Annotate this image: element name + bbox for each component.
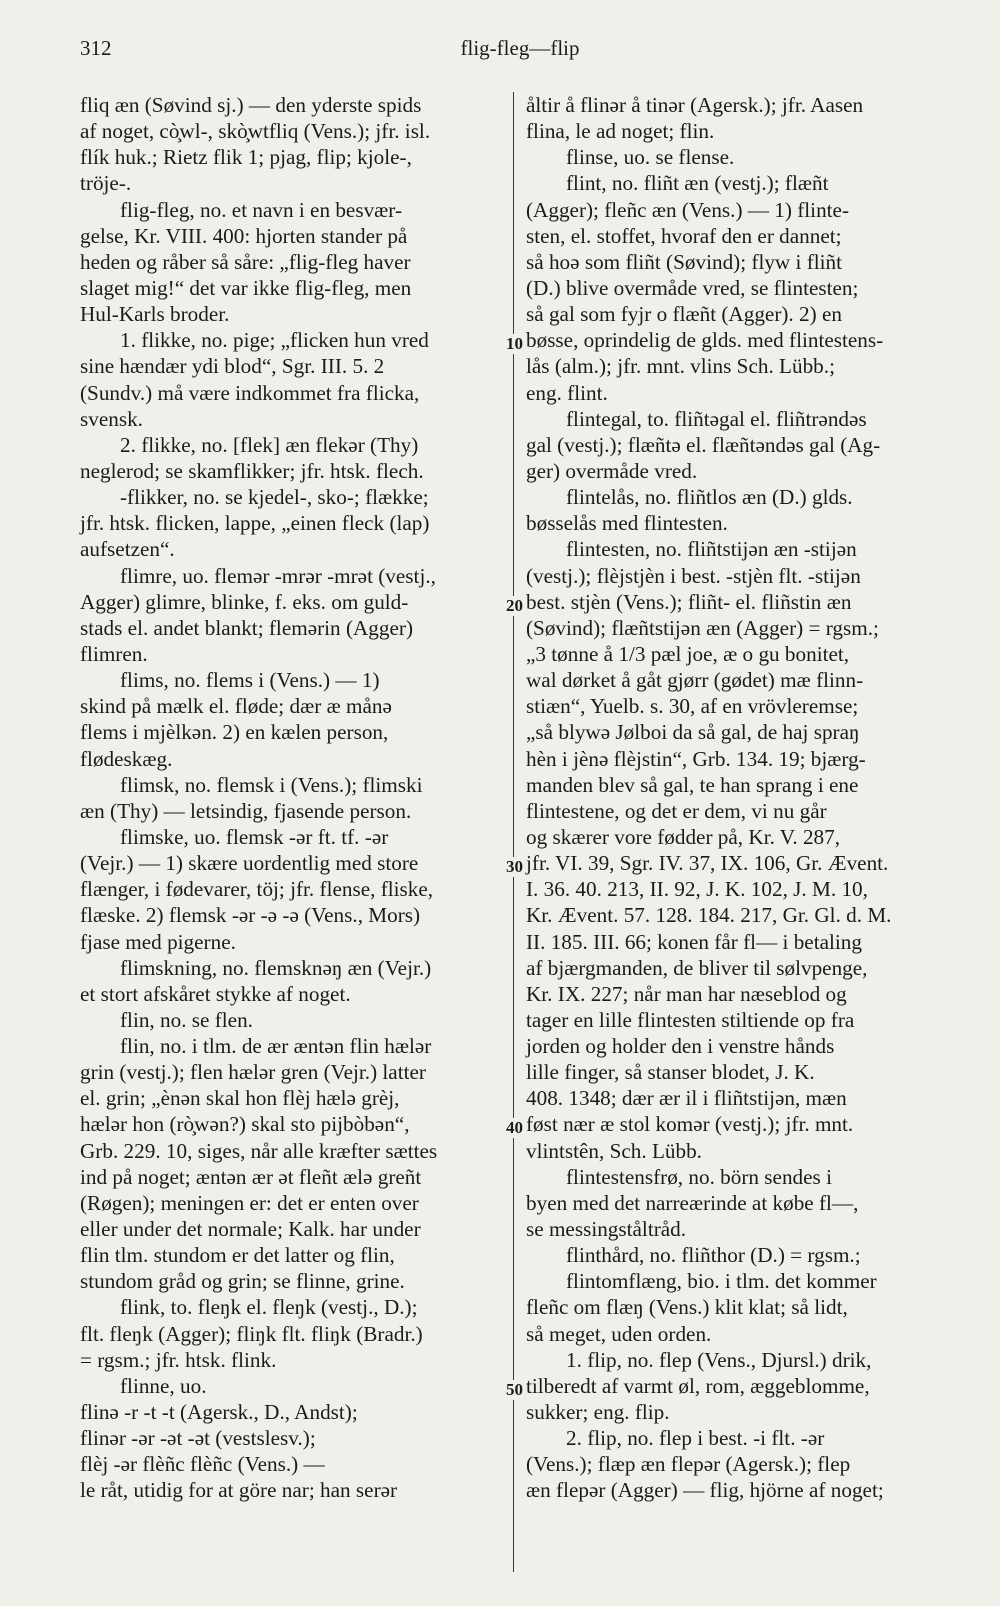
margin-line-number: 50: [506, 1380, 523, 1399]
text-line: manden blev så gal, te han sprang i ene: [526, 772, 859, 797]
text-line: flinər -ər -ət -ət (vestslesv.);: [80, 1426, 316, 1451]
text-line: tröje-.: [80, 171, 132, 196]
text-line: Kr. Ævent. 57. 128. 184. 217, Gr. Gl. d. M.: [526, 903, 892, 928]
text-line: sukker; eng. flip.: [526, 1400, 670, 1425]
text-line: flin tlm. stundom er det latter og flin,: [80, 1243, 395, 1268]
text-line: fjase med pigerne.: [80, 929, 236, 954]
text-line: flinse, uo. se flense.: [566, 145, 735, 170]
text-line: flimskning, no. flemsknəŋ æn (Vejr.): [120, 955, 432, 980]
text-line: æn (Thy) — letsindig, fjasende person.: [80, 798, 412, 823]
text-line: så gal som fyjr o flæñt (Agger). 2) en: [526, 302, 842, 327]
page-number: 312: [80, 36, 112, 60]
text-line: wal dørket å gåt gjørr (gødet) mæ flinn-: [526, 668, 864, 693]
text-line: I. 36. 40. 213, II. 92, J. K. 102, J. M. 10,: [526, 877, 868, 902]
text-line: hælər hon (rò̧wən?) skal sto pijbòbən“,: [80, 1112, 410, 1137]
text-line: (Røgen); meningen er: det er enten over: [80, 1190, 419, 1215]
text-line: 1. flikke, no. pige; „flicken hun vred: [120, 328, 429, 353]
text-line: el. grin; „ènən skal hon flèj hælə grèj,: [80, 1086, 400, 1111]
text-line: så hoə som fliñt (Søvind); flyw i fliñt: [526, 249, 843, 274]
text-line: byen med det narreærinde at købe fl—,: [526, 1190, 859, 1215]
text-line: flt. fleŋk (Agger); fliŋk flt. fliŋk (Bradr.): [80, 1321, 423, 1346]
text-line: flík huk.; Rietz flik 1; pjag, flip; kjole-,: [80, 145, 412, 170]
text-line: jorden og holder den i venstre hånds: [526, 1034, 835, 1059]
text-line: flina, le ad noget; flin.: [526, 119, 715, 144]
text-line: bøsselås med flintesten.: [526, 511, 728, 536]
text-line: flintesten, no. fliñtstijən æn -stijən: [566, 537, 857, 562]
text-line: af bjærgmanden, de bliver til sølvpenge,: [526, 955, 868, 980]
text-line: grin (vestj.); flen hælər gren (Vejr.) latter: [80, 1060, 426, 1085]
text-line: gal (vestj.); flæñtə el. flæñtəndəs gal (Ag-: [526, 432, 881, 457]
text-line: flintestensfrø, no. börn sendes i: [566, 1164, 832, 1189]
margin-line-number: 10: [506, 334, 523, 353]
text-line: (Vens.); flæp æn flepər (Agersk.); flep: [526, 1452, 851, 1477]
text-line: neglerod; se skamflikker; jfr. htsk. flech.: [80, 458, 424, 483]
text-line: flin, no. se flen.: [120, 1007, 253, 1032]
text-line: så meget, uden orden.: [526, 1321, 712, 1346]
margin-line-number: 20: [506, 596, 523, 615]
text-line: flems i mjèlkən. 2) en kælen person,: [80, 720, 389, 745]
text-line: (Sundv.) må være indkommet fra flicka,: [80, 380, 420, 405]
text-line: Grb. 229. 10, siges, når alle kræfter sættes: [80, 1138, 438, 1163]
text-line: „3 tønne å 1/3 pæl joe, æ o gu bonitet,: [526, 641, 850, 666]
text-line: II. 185. III. 66; konen får fl— i betaling: [526, 929, 862, 954]
text-line: hèn i jènə flèjstin“, Grb. 134. 19; bjærg-: [526, 746, 866, 771]
text-line: bøsse, oprindelig de glds. med flintestens-: [526, 328, 884, 353]
text-line: og skærer vore fødder på, Kr. V. 287,: [526, 824, 841, 849]
text-line: 2. flikke, no. [flek] æn flekər (Thy): [120, 432, 419, 457]
text-line: flinne, uo.: [120, 1373, 207, 1398]
text-line: et stort afskåret stykke af noget.: [80, 981, 351, 1006]
text-line: Hul-Karls broder.: [80, 302, 230, 327]
text-line: tager en lille flintesten stiltiende op fra: [526, 1007, 855, 1032]
text-line: stundom gråd og grin; se flinne, grine.: [80, 1269, 405, 1294]
text-line: flinə -r -t -t (Agersk., D., Andst);: [80, 1400, 358, 1425]
text-line: flæske. 2) flemsk -ər -ə -ə (Vens., Mors): [80, 903, 421, 928]
text-line: flintomflæng, bio. i tlm. det kommer: [566, 1269, 877, 1294]
text-line: Kr. IX. 227; når man har næseblod og: [526, 981, 847, 1006]
text-line: slaget mig!“ det var ikke flig-fleg, men: [80, 275, 412, 300]
text-line: aufsetzen“.: [80, 537, 175, 562]
text-line: 408. 1348; dær ær il i fliñtstijən, mæn: [526, 1086, 847, 1111]
text-line: -flikker, no. se kjedel-, sko-; flække;: [120, 485, 429, 510]
text-line: eller under det normale; Kalk. har under: [80, 1217, 421, 1242]
text-line: flimske, uo. flemsk -ər ft. tf. -ər: [120, 824, 389, 849]
text-line: jfr. htsk. flicken, lappe, „einen fleck (lap): [80, 511, 430, 536]
text-line: sine hændær ydi blod“, Sgr. III. 5. 2: [80, 354, 385, 379]
text-line: flint, no. fliñt æn (vestj.); flæñt: [566, 171, 829, 196]
text-line: af noget, cò̧wl-, skò̧wtfliq (Vens.); jfr. isl.: [80, 119, 431, 144]
column-divider: [513, 92, 514, 1572]
text-line: flimre, uo. flemər -mrər -mrət (vestj.,: [120, 563, 436, 588]
text-line: vlintstên, Sch. Lübb.: [526, 1138, 702, 1163]
text-line: ind på noget; æntən ær ət fleñt ælə greñt: [80, 1164, 422, 1189]
text-line: skind på mælk el. fløde; dær æ månə: [80, 694, 392, 719]
text-line: åltir å flinər å tinər (Agersk.); jfr. Aasen: [526, 93, 864, 117]
text-line: heden og råber så såre: „flig-fleg haver: [80, 249, 411, 274]
text-line: Agger) glimre, blinke, f. eks. om guld-: [80, 589, 409, 614]
text-line: „så blywə Jølboi da så gal, de haj spraŋ: [526, 720, 860, 745]
right-column: [526, 92, 958, 1504]
text-line: se messingståltråd.: [526, 1217, 687, 1242]
text-line: flimren.: [80, 641, 148, 666]
text-line: (D.) blive overmåde vred, se flintesten;: [526, 275, 859, 300]
running-title: flig-fleg—flip: [460, 36, 580, 60]
text-line: flinthård, no. fliñthor (D.) = rgsm.;: [566, 1243, 861, 1268]
text-line: flims, no. flems i (Vens.) — 1): [120, 668, 380, 693]
text-line: flèj -ər flèñc flèñc (Vens.) —: [80, 1452, 325, 1477]
text-line: best. stjèn (Vens.); fliñt- el. fliñstin æn: [526, 589, 852, 614]
text-line: flødeskæg.: [80, 746, 173, 771]
text-line: 2. flip, no. flep i best. -i flt. -ər: [566, 1426, 825, 1451]
margin-line-number: 40: [506, 1118, 523, 1137]
text-line: flænger, i fødevarer, töj; jfr. flense, fliske,: [80, 877, 434, 902]
page-header: [80, 36, 960, 66]
text-line: flintelås, no. fliñtlos æn (D.) glds.: [566, 485, 853, 510]
left-column: [80, 92, 504, 1504]
text-line: føst nær æ stol komər (vestj.); jfr. mnt.: [526, 1112, 854, 1137]
text-line: flig-fleg, no. et navn i en besvær-: [120, 197, 402, 222]
text-line: flink, to. fleŋk el. fleŋk (vestj., D.);: [120, 1295, 418, 1320]
text-line: svensk.: [80, 406, 143, 431]
text-line: gelse, Kr. VIII. 400: hjorten stander på: [80, 223, 408, 248]
text-line: lås (alm.); jfr. mnt. vlins Sch. Lübb.;: [526, 354, 835, 379]
text-line: flimsk, no. flemsk i (Vens.); flimski: [120, 772, 423, 797]
text-line: ger) overmåde vred.: [526, 458, 698, 483]
text-line: fliq æn (Søvind sj.) — den yderste spids: [80, 93, 422, 117]
text-line: stads el. andet blankt; flemərin (Agger): [80, 615, 413, 640]
text-line: stiæn“, Yuelb. s. 30, af en vrövleremse;: [526, 694, 859, 719]
text-line: flintegal, to. fliñtəgal el. fliñtrəndəs: [566, 406, 867, 431]
text-line: 1. flip, no. flep (Vens., Djursl.) drik,: [566, 1347, 872, 1372]
text-line: le råt, utidig for at göre nar; han serər: [80, 1478, 398, 1503]
text-line: tilberedt af varmt øl, rom, æggeblomme,: [526, 1373, 870, 1398]
text-line: flintestene, og det er dem, vi nu går: [526, 798, 827, 823]
margin-line-number: 30: [506, 857, 523, 876]
text-line: flin, no. i tlm. de ær æntən flin hælər: [120, 1034, 432, 1059]
text-line: (Agger); fleñc æn (Vens.) — 1) flinte-: [526, 197, 850, 222]
text-line: fleñc om flæŋ (Vens.) klit klat; så lidt,: [526, 1295, 848, 1320]
text-line: æn flepər (Agger) — flig, hjörne af noget;: [526, 1478, 884, 1503]
text-line: (Søvind); flæñtstijən æn (Agger) = rgsm.;: [526, 615, 879, 640]
text-line: eng. flint.: [526, 380, 608, 405]
text-line: (Vejr.) — 1) skære uordentlig med store: [80, 851, 419, 876]
text-line: lille finger, så stanser blodet, J. K.: [526, 1060, 815, 1085]
text-line: jfr. VI. 39, Sgr. IV. 37, IX. 106, Gr. Ævent.: [526, 851, 889, 876]
text-line: = rgsm.; jfr. htsk. flink.: [80, 1347, 277, 1372]
text-line: (vestj.); flèjstjèn i best. -stjèn flt. -stijən: [526, 563, 861, 588]
text-line: sten, el. stoffet, hvoraf den er dannet;: [526, 223, 842, 248]
